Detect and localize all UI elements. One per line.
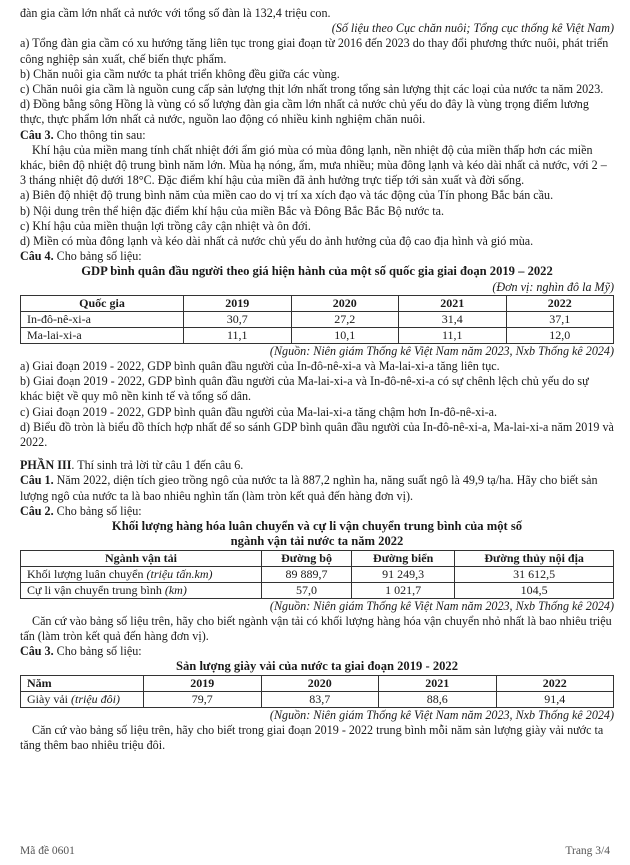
table-row xyxy=(21,582,614,598)
table-header-cell: Đường bộ xyxy=(262,550,352,566)
page-footer xyxy=(20,844,610,859)
question-3-prompt: Cho thông tin sau: xyxy=(53,127,146,142)
row-unit: (triệu đôi) xyxy=(71,692,120,707)
table-cell: 31,4 xyxy=(399,311,507,327)
table-cell: 104,5 xyxy=(455,582,614,598)
table-row xyxy=(21,566,614,582)
table-header-cell: 2020 xyxy=(261,675,379,691)
shoes-table-source: (Nguồn: Niên giám Thống kê Việt Nam năm 2023, Nxb Thống kê 2024) xyxy=(269,707,614,722)
intro-statement-b: b) Chăn nuôi gia cầm nước ta phát triển không đều giữa các vùng. xyxy=(20,66,340,81)
intro-line: đàn gia cầm lớn nhất cả nước với tổng số đàn là 132,4 triệu con. xyxy=(20,6,331,20)
table-cell: 10,1 xyxy=(291,327,399,343)
question-3-info: Khí hậu của miền mang tính chất nhiệt đới ẩm gió mùa có mùa đông lạnh, nền nhiệt độ của miền thấp hơn các miền khác, biên độ nhiệt độ trung bình năm lớn. Mùa hạ nóng, ẩm, mưa nhiều; mùa đông lạnh và kéo dài nhất cả nước, với 2 – 3 tháng nhiệt độ dưới 18°C. Đặc điểm khí hậu của miền đã ảnh hưởng trực tiếp tới sản xuất và đời sống. xyxy=(20,142,607,188)
intro-source: (Số liệu theo Cục chăn nuôi; Tổng cục thống kê Việt Nam) xyxy=(331,21,614,36)
part3-question-1-text: Năm 2022, diện tích gieo trồng ngô của nước ta là 887,2 nghìn ha, năng suất ngô là 49,9 tạ/ha. Hãy cho biết sản lượng ngô của nước ta là bao nhiêu nghìn tấn (làm tròn kết quả đến hàng đơn vị). xyxy=(20,473,598,503)
table-header-cell: Đường thủy nội địa xyxy=(455,550,614,566)
part3-question-3-text: Căn cứ vào bảng số liệu trên, hãy cho biết trong giai đoạn 2019 - 2022 trung bình mỗi năm sản lượng giày vải nước ta tăng thêm bao nhiêu triệu đôi. xyxy=(20,722,604,752)
part3-question-1-label: Câu 1. xyxy=(20,473,54,488)
table-header-cell: 2019 xyxy=(144,675,262,691)
row-unit: (triệu tấn.km) xyxy=(146,567,213,581)
row-label: Cự li vận chuyển trung bình xyxy=(27,583,162,597)
question-4-heading xyxy=(20,249,614,264)
row-unit: (km) xyxy=(164,583,187,597)
gdp-table-source: (Nguồn: Niên giám Thống kê Việt Nam năm 2023, Nxb Thống kê 2024) xyxy=(269,343,614,358)
table-row xyxy=(21,691,614,707)
question-3-statement-c: c) Khí hậu của miền thuận lợi trồng cây cận nhiệt và ôn đới. xyxy=(20,218,311,233)
question-3-label: Câu 3. xyxy=(20,127,54,142)
transport-table-title-1: Khối lượng hàng hóa luân chuyển và cự li vận chuyển trung bình của một số xyxy=(111,519,523,534)
question-3-statement-b: b) Nội dung trên thể hiện đặc điểm khí hậu của miền Bắc và Đông Bắc Bắc Bộ nước ta. xyxy=(20,203,445,218)
table-cell xyxy=(21,691,144,707)
part3-question-1 xyxy=(20,473,614,503)
gdp-table-title: GDP bình quân đầu người theo giá hiện hành của một số quốc gia giai đoạn 2019 – 2022 xyxy=(81,264,553,279)
table-header-cell: 2019 xyxy=(184,295,292,311)
table-header-cell: Quốc gia xyxy=(21,295,184,311)
gdp-table xyxy=(20,295,614,344)
table-cell: 31 612,5 xyxy=(455,566,614,582)
page-number: Trang 3/4 xyxy=(565,845,610,857)
table-header-cell: Đường biển xyxy=(352,550,455,566)
exam-page xyxy=(20,6,614,753)
question-3-heading xyxy=(20,128,614,143)
table-header-row xyxy=(21,675,614,691)
table-header-cell: 2021 xyxy=(379,675,497,691)
question-4-prompt: Cho bảng số liệu: xyxy=(53,249,142,264)
exam-code: Mã đề 0601 xyxy=(20,845,75,857)
part-3-instructions: . Thí sinh trả lời từ câu 1 đến câu 6. xyxy=(71,458,244,473)
table-cell: 1 021,7 xyxy=(352,582,455,598)
transport-table-title-2: ngành vận tải nước ta năm 2022 xyxy=(230,534,404,549)
transport-table-source: (Nguồn: Niên giám Thống kê Việt Nam năm 2023, Nxb Thống kê 2024) xyxy=(269,598,614,613)
table-cell xyxy=(21,582,262,598)
table-cell xyxy=(21,566,262,582)
table-cell: In-đô-nê-xi-a xyxy=(21,311,184,327)
table-cell: Ma-lai-xi-a xyxy=(21,327,184,343)
table-cell: 91 249,3 xyxy=(352,566,455,582)
table-cell: 37,1 xyxy=(506,311,614,327)
question-3-statement-a: a) Biên độ nhiệt độ trung bình năm của miền cao do vị trí xa xích đạo và tác động của Tín phong Bắc bán cầu. xyxy=(20,188,554,203)
table-cell: 57,0 xyxy=(262,582,352,598)
table-cell: 89 889,7 xyxy=(262,566,352,582)
part3-question-2-label: Câu 2. xyxy=(20,503,54,518)
shoes-table xyxy=(20,675,614,708)
part-3-heading xyxy=(20,458,614,473)
part-3-title: PHẦN III xyxy=(20,458,72,473)
table-cell: 11,1 xyxy=(184,327,292,343)
table-cell: 27,2 xyxy=(291,311,399,327)
intro-statement-d: d) Đồng bằng sông Hồng là vùng có số lượng đàn gia cầm lớn nhất cả nước chủ yếu do đây là vùng trọng điểm lương thực, thực phẩm lớn nhất cả nước, nguồn lao động có nhiều kinh nghiệm chăn nuôi. xyxy=(20,97,589,127)
table-header-row xyxy=(21,295,614,311)
part3-question-2-prompt: Cho bảng số liệu: xyxy=(53,503,142,518)
intro-statement-c: c) Chăn nuôi gia cầm là nguồn cung cấp sản lượng thịt lớn nhất trong tổng sản lượng thịt các loại của nước ta năm 2023. xyxy=(20,82,604,97)
table-cell: 83,7 xyxy=(261,691,379,707)
table-row xyxy=(21,311,614,327)
question-4-label: Câu 4. xyxy=(20,249,54,264)
table-header-cell: Năm xyxy=(21,675,144,691)
question-4-statement-b: b) Giai đoạn 2019 - 2022, GDP bình quân đầu người của Ma-lai-xi-a và In-đô-nê-xi-a có sự chênh lệch chủ yếu do sự khác biệt về quy mô nền kinh tế và tổng số dân. xyxy=(20,374,589,404)
table-row xyxy=(21,327,614,343)
part3-question-3-heading xyxy=(20,644,614,659)
table-header-row xyxy=(21,550,614,566)
table-header-cell: 2021 xyxy=(399,295,507,311)
question-3-statement-d: d) Miền có mùa đông lạnh và kéo dài nhất cả nước chủ yếu do ảnh hưởng của độ cao địa hình và gió mùa. xyxy=(20,234,534,249)
shoes-table-title: Sản lượng giày vải của nước ta giai đoạn 2019 - 2022 xyxy=(175,659,459,674)
table-cell: 91,4 xyxy=(496,691,614,707)
gdp-table-unit: (Đơn vị: nghìn đô la Mỹ) xyxy=(492,279,614,294)
transport-table xyxy=(20,550,614,599)
table-header-cell: Ngành vận tải xyxy=(21,550,262,566)
table-cell: 30,7 xyxy=(184,311,292,327)
intro-statement-a: a) Tổng đàn gia cầm có xu hướng tăng liên tục trong giai đoạn từ 2016 đến 2023 do thay đổi phương thức nuôi, phát triển công nghiệp sản xuất, chế biến thực phẩm. xyxy=(20,36,609,66)
question-4-statement-c: c) Giai đoạn 2019 - 2022, GDP bình quân đầu người của Ma-lai-xi-a tăng chậm hơn In-đô-nê-xi-a. xyxy=(20,404,497,419)
table-header-cell: 2022 xyxy=(496,675,614,691)
row-label: Khối lượng luân chuyển xyxy=(27,567,144,581)
question-4-statement-d: d) Biểu đồ tròn là biểu đồ thích hợp nhất để so sánh GDP bình quân đầu người của In-đô-nê-xi-a, Ma-lai-xi-a năm 2019 và 2022. xyxy=(20,419,614,450)
table-cell: 79,7 xyxy=(144,691,262,707)
part3-question-3-prompt: Cho bảng số liệu: xyxy=(53,644,142,659)
table-header-cell: 2022 xyxy=(506,295,614,311)
table-header-cell: 2020 xyxy=(291,295,399,311)
table-cell: 88,6 xyxy=(379,691,497,707)
table-cell: 12,0 xyxy=(506,327,614,343)
row-label: Giày vải xyxy=(27,692,68,707)
part3-question-2-heading xyxy=(20,504,614,519)
part3-question-2-text: Căn cứ vào bảng số liệu trên, hãy cho biết ngành vận tải có khối lượng hàng hóa vận chuyển nhỏ nhất là bao nhiêu triệu tấn (làm tròn kết quả đến hàng đơn vị). xyxy=(20,613,612,643)
table-cell: 11,1 xyxy=(399,327,507,343)
question-4-statement-a: a) Giai đoạn 2019 - 2022, GDP bình quân đầu người của In-đô-nê-xi-a và Ma-lai-xi-a tăng liên tục. xyxy=(20,359,500,374)
part3-question-3-label: Câu 3. xyxy=(20,644,54,659)
